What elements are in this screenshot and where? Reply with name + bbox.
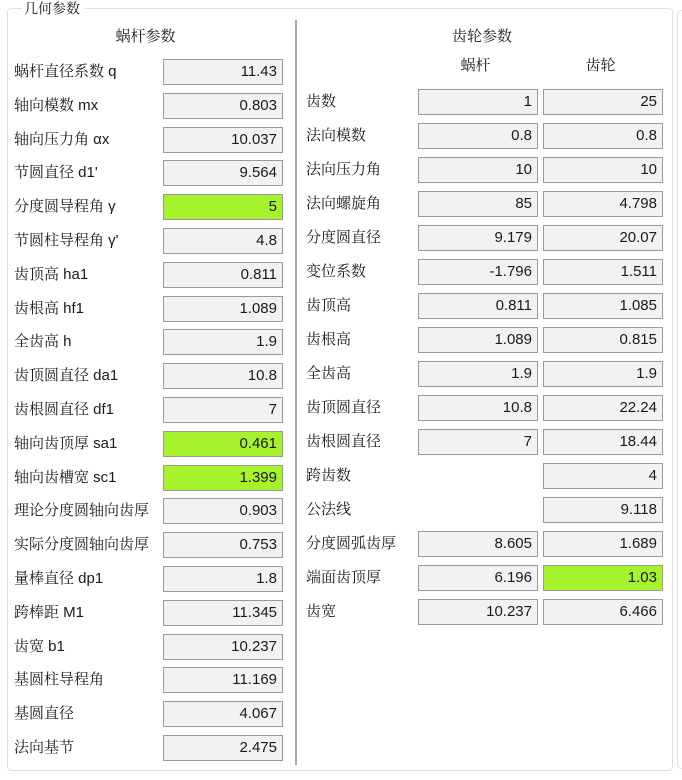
worm-param-value-field[interactable]: 11.169	[163, 667, 283, 693]
worm-param-label: 轴向模数 mx	[14, 97, 99, 114]
gear-param-gear-value-field[interactable]: 1.03	[543, 565, 663, 591]
gear-param-gear-value-field[interactable]: 22.24	[543, 395, 663, 421]
gear-param-gear-value-field[interactable]: 1.9	[543, 361, 663, 387]
gear-param-label: 齿根高	[306, 331, 352, 348]
gear-param-gear-value-field[interactable]: 10	[543, 157, 663, 183]
gear-param-worm-value-field[interactable]: 10.8	[418, 395, 538, 421]
gear-param-gear-value-field[interactable]: 4	[543, 463, 663, 489]
gear-param-gear-value-field[interactable]: 20.07	[543, 225, 663, 251]
gear-param-label: 齿宽	[306, 603, 337, 620]
worm-param-label: 量棒直径 dp1	[14, 570, 104, 587]
worm-param-label: 齿根圆直径 df1	[14, 401, 115, 418]
worm-param-label: 全齿高 h	[14, 333, 72, 350]
worm-param-label: 齿根高 hf1	[14, 300, 85, 317]
worm-param-value-field[interactable]: 1.8	[163, 566, 283, 592]
gear-param-worm-value-field[interactable]: 9.179	[418, 225, 538, 251]
gear-param-gear-value-field[interactable]: 0.815	[543, 327, 663, 353]
worm-param-value-field[interactable]: 0.811	[163, 262, 283, 288]
worm-param-value-field[interactable]: 1.399	[163, 465, 283, 491]
worm-param-value-field[interactable]: 4.067	[163, 701, 283, 727]
gear-param-gear-value-field[interactable]: 0.8	[543, 123, 663, 149]
worm-param-label: 蜗杆直径系数 q	[14, 63, 117, 80]
gear-param-gear-value-field[interactable]: 9.118	[543, 497, 663, 523]
worm-param-value-field[interactable]: 0.903	[163, 498, 283, 524]
gear-col-header-gear: 齿轮	[585, 57, 616, 74]
gear-param-worm-value-field[interactable]: 8.605	[418, 531, 538, 557]
worm-param-label: 齿宽 b1	[14, 638, 65, 655]
gear-param-gear-value-field[interactable]: 18.44	[543, 429, 663, 455]
worm-param-value-field[interactable]: 4.8	[163, 228, 283, 254]
worm-param-value-field[interactable]: 1.089	[163, 296, 283, 322]
gear-param-gear-value-field[interactable]: 1.085	[543, 293, 663, 319]
gear-param-worm-value-field[interactable]: 85	[418, 191, 538, 217]
worm-param-label: 轴向压力角 αx	[14, 131, 110, 148]
worm-param-value-field[interactable]: 10.237	[163, 634, 283, 660]
worm-param-value-field[interactable]: 11.345	[163, 600, 283, 626]
gear-param-worm-value-field[interactable]: 1.9	[418, 361, 538, 387]
gear-param-worm-value-field[interactable]: 1.089	[418, 327, 538, 353]
worm-param-value-field[interactable]: 0.753	[163, 532, 283, 558]
gear-param-worm-value-field[interactable]: 10	[418, 157, 538, 183]
worm-param-label: 基圆直径	[14, 705, 75, 722]
gear-param-worm-value-field[interactable]: 0.811	[418, 293, 538, 319]
worm-param-value-field[interactable]: 1.9	[163, 329, 283, 355]
worm-param-value-field[interactable]: 0.803	[163, 93, 283, 119]
gear-param-gear-value-field[interactable]: 4.798	[543, 191, 663, 217]
gear-param-label: 跨齿数	[306, 467, 352, 484]
worm-param-label: 轴向齿顶厚 sa1	[14, 435, 118, 452]
worm-param-value-field[interactable]: 5	[163, 194, 283, 220]
gear-param-gear-value-field[interactable]: 1.511	[543, 259, 663, 285]
worm-param-label: 轴向齿槽宽 sc1	[14, 469, 117, 486]
worm-section-header: 蜗杆参数	[115, 28, 176, 45]
worm-param-value-field[interactable]: 11.43	[163, 59, 283, 85]
worm-param-label: 节圆柱导程角 γ'	[14, 232, 119, 249]
gear-param-label: 齿顶圆直径	[306, 399, 382, 416]
worm-param-label: 齿顶圆直径 da1	[14, 367, 119, 384]
worm-param-label: 节圆直径 d1'	[14, 164, 98, 181]
gear-param-worm-value-field[interactable]: 10.237	[418, 599, 538, 625]
section-divider	[295, 20, 297, 765]
gear-param-worm-value-field[interactable]: -1.796	[418, 259, 538, 285]
worm-param-label: 基圆柱导程角	[14, 671, 105, 688]
worm-param-value-field[interactable]: 2.475	[163, 735, 283, 761]
gear-param-label: 分度圆直径	[306, 229, 382, 246]
worm-param-value-field[interactable]: 7	[163, 397, 283, 423]
gear-param-label: 法向螺旋角	[306, 195, 382, 212]
gear-param-label: 法向压力角	[306, 161, 382, 178]
gear-param-worm-value-field[interactable]: 6.196	[418, 565, 538, 591]
gear-param-gear-value-field[interactable]: 25	[543, 89, 663, 115]
worm-param-value-field[interactable]: 10.8	[163, 363, 283, 389]
gear-param-worm-value-field[interactable]: 1	[418, 89, 538, 115]
groupbox-title: 几何参数	[22, 0, 85, 19]
worm-param-value-field[interactable]: 10.037	[163, 127, 283, 153]
gear-param-gear-value-field[interactable]: 6.466	[543, 599, 663, 625]
gear-col-header-worm: 蜗杆	[460, 57, 491, 74]
gear-param-label: 端面齿顶厚	[306, 569, 382, 586]
gear-param-worm-value-field[interactable]: 0.8	[418, 123, 538, 149]
gear-param-worm-value-field[interactable]: 7	[418, 429, 538, 455]
gear-param-label: 法向模数	[306, 127, 367, 144]
worm-param-label: 实际分度圆轴向齿厚	[14, 536, 150, 553]
worm-param-label: 跨棒距 M1	[14, 604, 85, 621]
worm-param-label: 齿顶高 ha1	[14, 266, 89, 283]
adjacent-panel-edge	[677, 10, 682, 769]
worm-param-label: 理论分度圆轴向齿厚	[14, 502, 150, 519]
worm-param-label: 法向基节	[14, 739, 75, 756]
gear-section-header: 齿轮参数	[451, 28, 512, 45]
gear-param-label: 齿根圆直径	[306, 433, 382, 450]
gear-param-label: 齿顶高	[306, 297, 352, 314]
gear-param-label: 公法线	[306, 501, 352, 518]
worm-param-label: 分度圆导程角 γ	[14, 198, 116, 215]
gear-param-label: 齿数	[306, 93, 337, 110]
gear-param-gear-value-field[interactable]: 1.689	[543, 531, 663, 557]
gear-param-label: 全齿高	[306, 365, 352, 382]
gear-param-label: 变位系数	[306, 263, 367, 280]
worm-param-value-field[interactable]: 0.461	[163, 431, 283, 457]
worm-param-value-field[interactable]: 9.564	[163, 160, 283, 186]
gear-param-label: 分度圆弧齿厚	[306, 535, 397, 552]
